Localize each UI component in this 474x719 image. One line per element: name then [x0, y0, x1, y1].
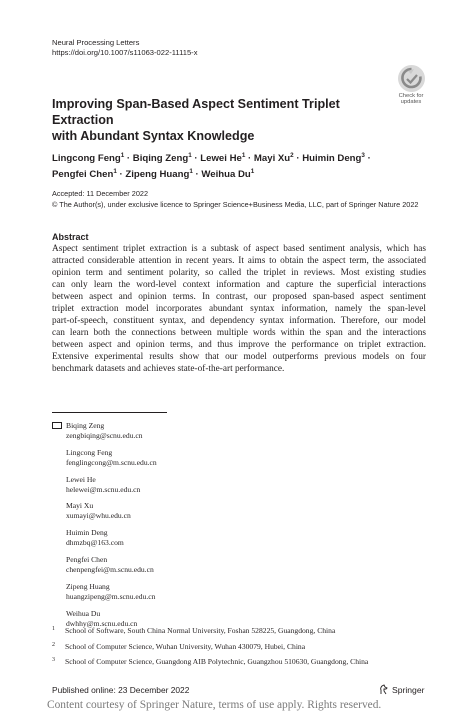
affiliation-item	[52, 657, 432, 667]
abstract-line: Aspect sentiment triplet extraction is a subtask of aspect based sentiment analysis, which has	[52, 244, 426, 254]
abstract-heading: Abstract	[52, 232, 89, 242]
contact-email[interactable]: huangzipeng@m.scnu.edu.cn	[66, 591, 156, 601]
accepted-date: Accepted: 11 December 2022	[52, 189, 148, 198]
contact-email[interactable]: helewei@m.scnu.edu.cn	[66, 484, 141, 494]
affiliation-text: School of Computer Science, Wuhan University, Wuhan 430079, Hubei, China	[65, 641, 306, 651]
author-name: Weihua Du	[201, 169, 251, 181]
abstract-line: triplet extraction model incorporates abundant syntax information, namely the span-level	[52, 303, 426, 314]
copyright-notice: © The Author(s), under exclusive licence to Springer Science+Business Media, LLC, part of Springer Nature 2022	[52, 199, 419, 209]
springer-logo	[379, 684, 424, 695]
contact-email[interactable]: dwhhy@m.scnu.edu.cn	[66, 618, 138, 628]
contact-entry	[52, 475, 252, 495]
contact-email[interactable]: xumayi@whu.edu.cn	[66, 511, 131, 521]
contact-name: Weihua Du	[66, 608, 101, 618]
affiliation-item	[52, 642, 432, 652]
contact-name: Huimin Deng	[66, 528, 108, 538]
published-online: Published online: 23 December 2022	[52, 685, 190, 695]
contact-email[interactable]: fenglingcong@m.scnu.edu.cn	[66, 457, 157, 467]
contact-entry	[52, 582, 252, 602]
abstract-line: opinion term and sentiment polarity, so called the triplet in reviews. Most existing studies	[52, 267, 426, 278]
contact-entry	[52, 501, 252, 521]
contact-email[interactable]: zengbiqing@scnu.edu.cn	[66, 430, 143, 440]
doi-link[interactable]: https://doi.org/10.1007/s11063-022-11115-x	[52, 48, 198, 57]
author-name: Zipeng Huang	[125, 169, 190, 181]
abstract-text	[52, 244, 426, 375]
affiliation-text: School of Software, South China Normal University, Foshan 528225, Guangdong, China	[65, 626, 336, 635]
check-for-updates-label: Check for updates	[398, 93, 424, 106]
contact-entry	[52, 528, 252, 548]
check-for-updates-icon	[398, 65, 425, 92]
contact-name: Lewei He	[66, 474, 96, 484]
author-name: Pengfei Chen	[52, 169, 114, 181]
contact-email[interactable]: chenpengfei@m.scnu.edu.cn	[66, 564, 154, 574]
abstract-line: between aspect and opinion terms, and thus improve the performance on triplet extraction.	[52, 339, 426, 350]
envelope-icon	[52, 422, 62, 429]
contact-entry	[52, 448, 252, 468]
footnote-divider	[52, 412, 167, 413]
author-list: Lingcong Feng$^1$ · Biqing Zeng$^1$ · Lewei $He^1$ · Mayi $Xu^2 \cdot Huimin$ Deng$^3$ · Pengfei Chen$^1$ · Zipeng Huang$^1$ · Weihua Du$^1$	[52, 152, 371, 181]
author-name: Biqing Zeng	[132, 153, 189, 165]
contact-name: Biqing Zeng	[66, 421, 105, 430]
author-name: Lewei He	[200, 153, 242, 165]
author-name: Lingcong Feng	[52, 153, 121, 165]
abstract-line: can only learn the word-level context information and capture the superficial interactions	[52, 279, 426, 290]
courtesy-watermark: Content courtesy of Springer Nature, terms of use apply. Rights reserved.	[47, 699, 382, 711]
affiliation-number: 2	[52, 641, 55, 648]
affiliations	[52, 626, 432, 673]
journal-header	[52, 38, 198, 58]
abstract-line: between aspect and opinion terms. In contrast, our proposed span-based aspect sentiment	[52, 291, 426, 302]
contact-name: Mayi Xu	[66, 501, 94, 511]
contact-name: Pengfei Chen	[66, 555, 108, 565]
contact-entry	[52, 555, 252, 575]
check-for-updates-badge[interactable]	[395, 65, 427, 106]
journal-name: Neural Processing Letters	[52, 38, 140, 47]
contact-name: Lingcong Feng	[66, 447, 113, 457]
contact-name: Zipeng Huang	[66, 581, 110, 591]
contact-email[interactable]: dhmzbq@163.com	[66, 538, 124, 548]
author-name: Mayi Xu	[253, 153, 291, 165]
abstract-line: benchmark datasets and achieves state-of-the-art performance.	[52, 363, 285, 374]
paper-title: Improving Span-Based Aspect Sentiment Triplet Extraction with Abundant Syntax Knowledge	[52, 97, 340, 143]
abstract-line: Extensive experimental results show that our model outperforms previous models on four	[52, 351, 426, 362]
affiliation-item	[52, 626, 432, 636]
abstract-line: can learn both the connections between multiple words within the span and the interactions	[52, 327, 426, 338]
springer-horse-icon	[379, 684, 389, 695]
affiliation-number: 1	[52, 626, 55, 632]
author-contacts	[52, 421, 252, 636]
affiliation-number: 3	[52, 657, 55, 664]
contact-entry	[52, 421, 252, 441]
author-name: Huimin Deng	[302, 153, 362, 165]
publication-dates	[52, 189, 418, 210]
abstract-line: part-of-speech, constituent syntax, and dependency syntax information. Therefore, our model	[52, 315, 426, 326]
affiliation-text: School of Computer Science, Guangdong AIB Polytechnic, Guangzhou 510630, Guangdong, China	[65, 657, 369, 667]
abstract-line: attracted considerable attention in recent years. It aims to obtain the aspect term, the associated	[52, 255, 426, 266]
publisher-name: Springer	[392, 684, 425, 695]
